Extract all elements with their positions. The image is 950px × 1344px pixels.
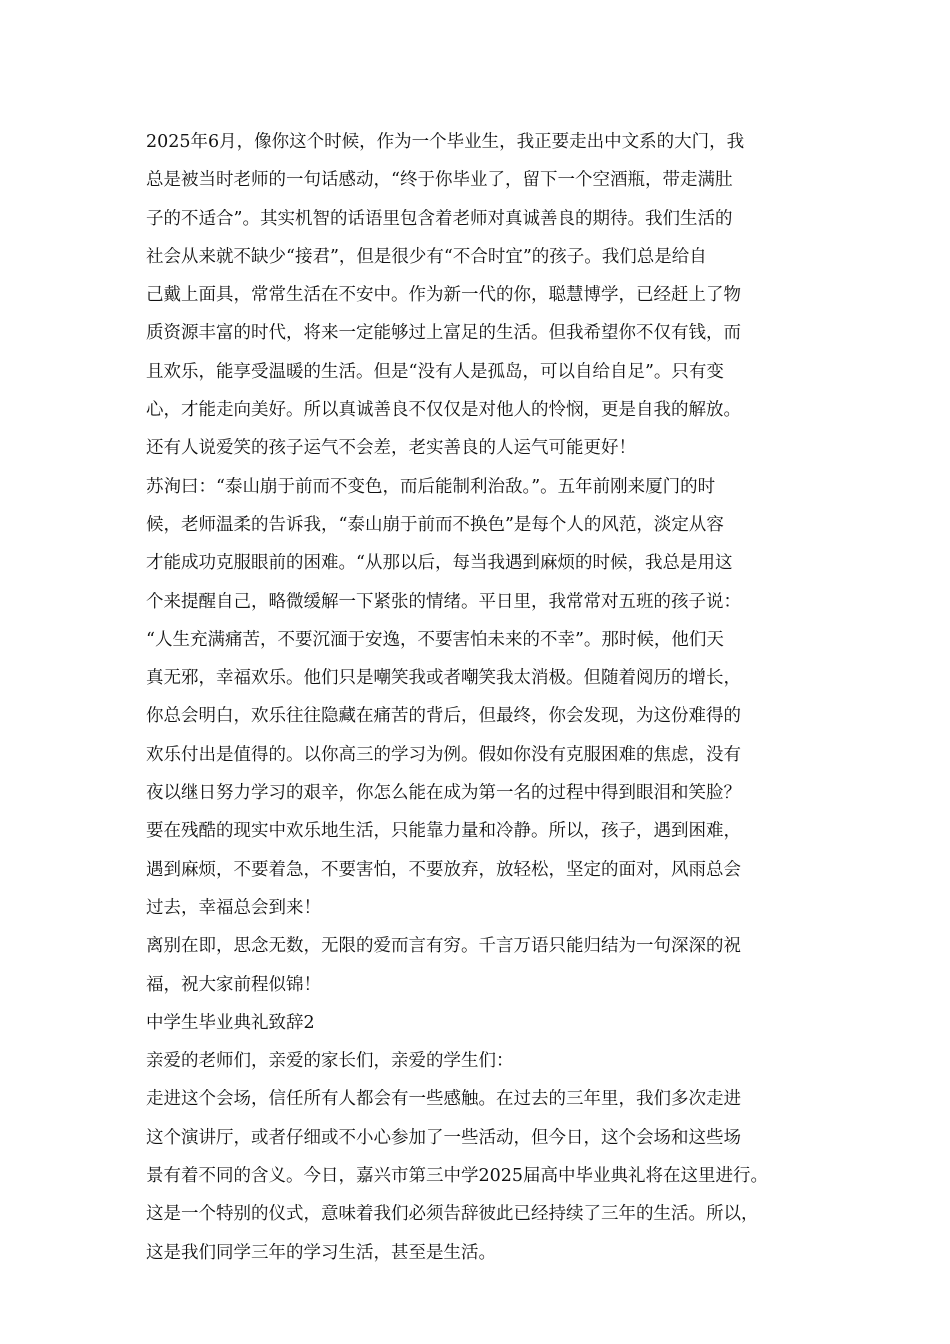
text-line: 候，老师温柔的告诉我，“泰山崩于前而不换色”是每个人的风范，淡定从容 xyxy=(146,514,724,535)
text-line: 夜以继日努力学习的艰辛，你怎么能在成为第一名的过程中得到眼泪和笑脸？ xyxy=(146,783,741,804)
text-line: 个来提醒自己，略微缓解一下紧张的情绪。平日里，我常常对五班的孩子说： xyxy=(146,591,741,612)
text-line: “人生充满痛苦，不要沉湎于安逸，不要害怕未来的不幸”。那时候，他们天 xyxy=(146,629,724,650)
text-line: 离别在即，思念无数，无限的爱而言有穷。千言万语只能归结为一句深深的祝 xyxy=(146,936,741,957)
text-line: 这是一个特别的仪式，意味着我们必须告辞彼此已经持续了三年的生活。所以， xyxy=(146,1204,759,1225)
text-line: 过去，幸福总会到来！ xyxy=(146,897,321,918)
text-line: 这是我们同学三年的学习生活，甚至是生活。 xyxy=(146,1242,496,1263)
text-line: 才能成功克服眼前的困难。“从那以后，每当我遇到麻烦的时候，我总是用这 xyxy=(146,553,733,574)
text-line: 总是被当时老师的一句话感动，“终于你毕业了，留下一个空酒瓶，带走满肚 xyxy=(146,170,733,191)
text-line: 苏洵曰：“泰山崩于前而不变色，而后能制利治敌。”。五年前刚来厦门的时 xyxy=(146,476,716,497)
text-line: 欢乐付出是值得的。以你高三的学习为例。假如你没有克服困难的焦虑，没有 xyxy=(146,744,741,765)
text-line: 要在残酷的现实中欢乐地生活，只能靠力量和冷静。所以，孩子，遇到困难， xyxy=(146,821,741,842)
text-line: 亲爱的老师们，亲爱的家长们，亲爱的学生们： xyxy=(146,1051,514,1072)
text-line: 遇到麻烦，不要着急，不要害怕，不要放弃，放轻松，坚定的面对，风雨总会 xyxy=(146,859,741,880)
section-heading: 中学生毕业典礼致辞2 xyxy=(146,1012,315,1033)
text-line: 子的不适合”。其实机智的话语里包含着老师对真诚善良的期待。我们生活的 xyxy=(146,208,733,229)
text-line: 景有着不同的含义。今日，嘉兴市第三中学2025届高中毕业典礼将在这里进行。 xyxy=(146,1166,769,1187)
text-line: 2025年6月，像你这个时候，作为一个毕业生，我正要走出中文系的大门，我 xyxy=(146,132,745,152)
text-line: 社会从来就不缺少“接君”，但是很少有“不合时宜”的孩子。我们总是给自 xyxy=(146,246,707,267)
text-line: 走进这个会场，信任所有人都会有一些感触。在过去的三年里，我们多次走进 xyxy=(146,1089,741,1110)
text-line: 这个演讲厅，或者仔细或不小心参加了一些活动，但今日，这个会场和这些场 xyxy=(146,1127,741,1148)
text-line: 且欢乐，能享受温暖的生活。但是“没有人是孤岛，可以自给自足”。只有变 xyxy=(146,361,724,382)
document-body xyxy=(146,123,836,1272)
text-line: 心，才能走向美好。所以真诚善良不仅仅是对他人的怜悯，更是自我的解放。 xyxy=(146,400,741,421)
text-line: 还有人说爱笑的孩子运气不会差，老实善良的人运气可能更好！ xyxy=(146,438,636,459)
text-line: 真无邪，幸福欢乐。他们只是嘲笑我或者嘲笑我太消极。但随着阅历的增长， xyxy=(146,668,741,689)
text-line: 福，祝大家前程似锦！ xyxy=(146,974,321,995)
text-line: 质资源丰富的时代，将来一定能够过上富足的生活。但我希望你不仅有钱，而 xyxy=(146,323,741,344)
text-line: 你总会明白，欢乐往往隐藏在痛苦的背后，但最终，你会发现，为这份难得的 xyxy=(146,706,741,727)
text-line: 己戴上面具，常常生活在不安中。作为新一代的你，聪慧博学，已经赶上了物 xyxy=(146,285,741,306)
